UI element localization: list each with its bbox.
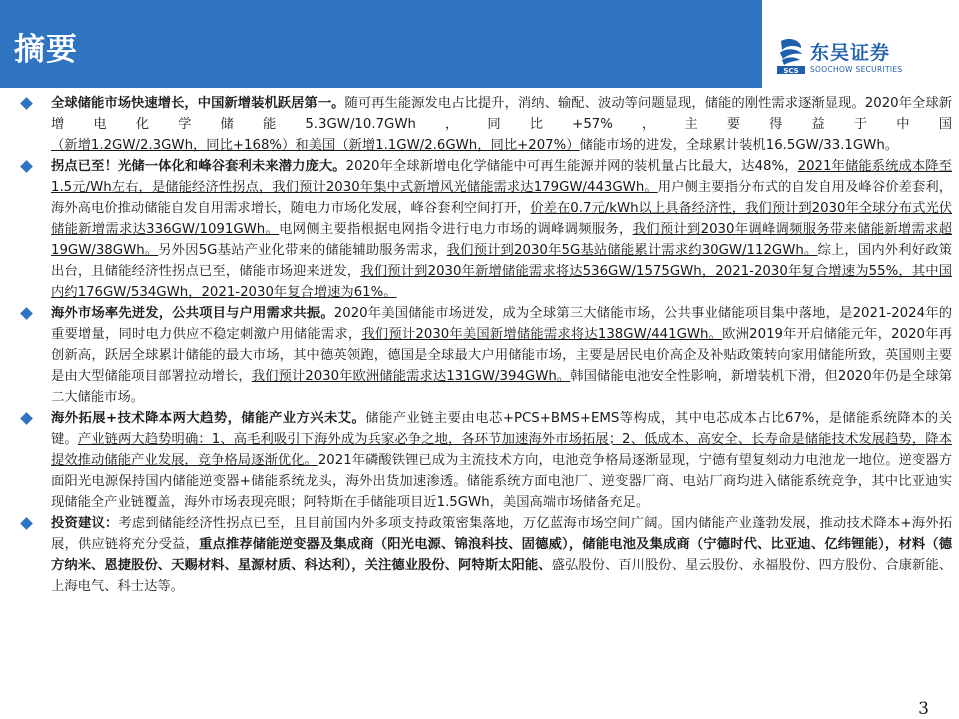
text-run: 海外市场率先迸发，公共项目与户用需求共振。 [51,306,334,321]
text-run: 储能市场的进发，全球累计装机16.5GW/33.1GWh。 [579,138,899,153]
text-run: 我们预计到2030年新增储能需求将达536GW/1575GWh，2021-2030年复合增速为55%，其中国内约176GW/534GWh，2021-2030年复合增速为61%。 [51,264,953,300]
text-run: 我们预计到2030年5G基站储能累计需求约30GW/112GWh。 [446,243,818,258]
summary-paragraph [22,93,952,156]
text-run: 盛弘股份、百川股份、星云股份、永福股份、四方股份、合康新能、上海电气、科士达等。 [51,558,952,594]
text-run: 韩国储能电池安全性影响，新增装机下滑，但2020年仍是全球第二大储能市场。 [51,369,952,405]
summary-content [22,93,952,597]
text-run: 我们预计到2030年调峰调频服务带来储能新增需求超19GW/38GWh。 [51,222,953,258]
logo-name-cn: 东吴证券 [810,42,891,64]
text-run: 考虑到储能经济性拐点已至，且目前国内外多项支持政策密集落地，万亿蓝海市场空间广阔。国内储能产业蓬勃发展，推动技术降本+海外拓展，供应链将充分受益， [51,516,953,552]
text-run: 2021年储能系统成本降至1.5元/Wh左右，是储能经济性拐点，我们预计2030年集中式新增风光储能需求达179GW/443GWh。 [51,159,952,195]
text-run: 用户侧主要指分布式的自发自用及峰谷价差套利，海外高电价推动储能自发自用需求增长，随电力市场化发展，峰谷套利空间打开， [51,180,953,216]
text-run: 电网侧主要指根据电网指令进行电力市场的调峰调频服务， [279,222,633,237]
diamond-bullet-icon [20,160,33,173]
diamond-bullet-icon [20,517,33,530]
summary-paragraph [22,513,952,597]
text-run: 拐点已至！光储一体化和峰谷套利未来潜力庞大。 [51,159,346,174]
diamond-bullet-icon [20,412,33,425]
text-run: 我们预计2030年欧洲储能需求达131GW/394GWh。 [251,369,571,384]
text-run: 全球储能市场快速增长，中国新增装机跃居第一。 [51,96,345,111]
text-run: 2020年全球新增电化学储能中可再生能源并网的装机量占比最大，达48%， [345,159,798,174]
text-run: 储能产业链主要由电芯+PCS+BMS+EMS等构成，其中电芯成本占比67%，是储能系统降本的关键。 [51,411,952,447]
text-run: 综上，国内外利好政策出台，且储能经济性拐点已至，储能市场迎来迸发， [51,243,952,279]
text-run: 海外拓展+技术降本两大趋势，储能产业方兴未艾。 [51,411,366,426]
text-run: （新增1.2GW/2.3GWh，同比+168%）和美国（新增1.1GW/2.6GWh，同比+207%） [51,138,580,153]
header-band [0,0,762,88]
text-run: 2021年磷酸铁锂已成为主流技术方向，电池竞争格局逐渐显现，宁德有望复刻动力电池龙一地位。逆变器方面阳光电源保持国内储能逆变器+储能系统龙头，海外出货加速渗透。储能系统方面电池厂、逆变器厂商、电站厂商均进入储能系统竞争，其中比亚迪实现储能全产业链覆盖，海外市场表现亮眼；阿特斯在手储能项目近1.5GWh，美国高端市场储备充足。 [51,453,953,510]
summary-paragraph [22,408,952,513]
text-run: 另外因5G基站产业化带来的储能辅助服务需求， [158,243,447,258]
summary-paragraph [22,303,952,408]
text-run: 2020年美国储能市场迸发，成为全球第三大储能市场，公共事业储能项目集中落地，是2021-2024年的重要增量，同时电力供应不稳定刺激户用储能需求， [51,306,952,342]
text-run: 我们预计2030年美国新增储能需求将达138GW/441GWh。 [361,327,723,342]
text-run: 价差在0.7元/kWh以上具备经济性，我们预计到2030年全球分布式光伏储能新增需求达336GW/1091GWh。 [51,201,952,237]
brand-logo [776,37,926,77]
text-run: 随可再生能源发电占比提升，消纳、输配、波动等问题显现，储能的刚性需求逐渐显现。2020年全球新增电化学储能5.3GW/10.7GWh，同比+57%，主要得益于中国 [51,96,952,132]
text-run: 重点推荐储能逆变器及集成商（阳光电源、锦浪科技、固德威），储能电池及集成商（宁德时代、比亚迪、亿纬锂能），材料（德方纳米、恩捷股份、天赐材料、星源材质、科达利），关注德业股份、阿特斯太阳能、 [51,537,953,573]
logo-mark-label: SCS [783,67,799,75]
text-run: 投资建议： [51,516,119,531]
diamond-bullet-icon [20,307,33,320]
text-run: 欧洲2019年开启储能元年，2020年再创新高，跃居全球累计储能的最大市场，其中德英领跑，德国是全球最大户用储能市场，主要是居民电价高企及补贴政策转向家用储能所致，英国则主要是由大型储能项目部署拉动增长， [51,327,952,384]
summary-paragraph [22,156,952,303]
page-title: 摘要 [14,32,78,68]
diamond-bullet-icon [20,97,33,110]
logo-mark-icon [776,37,806,75]
text-run: 产业链两大趋势明确：1、高毛利吸引下海外成为兵家必争之地，各环节加速海外市场拓展；2、低成本、高安全、长寿命是储能技术发展趋势，降本提效推动储能产业发展，竞争格局逐渐优化。 [51,432,953,468]
logo-name-en: SOOCHOW SECURITIES [810,65,903,74]
page-number: 3 [918,699,929,719]
